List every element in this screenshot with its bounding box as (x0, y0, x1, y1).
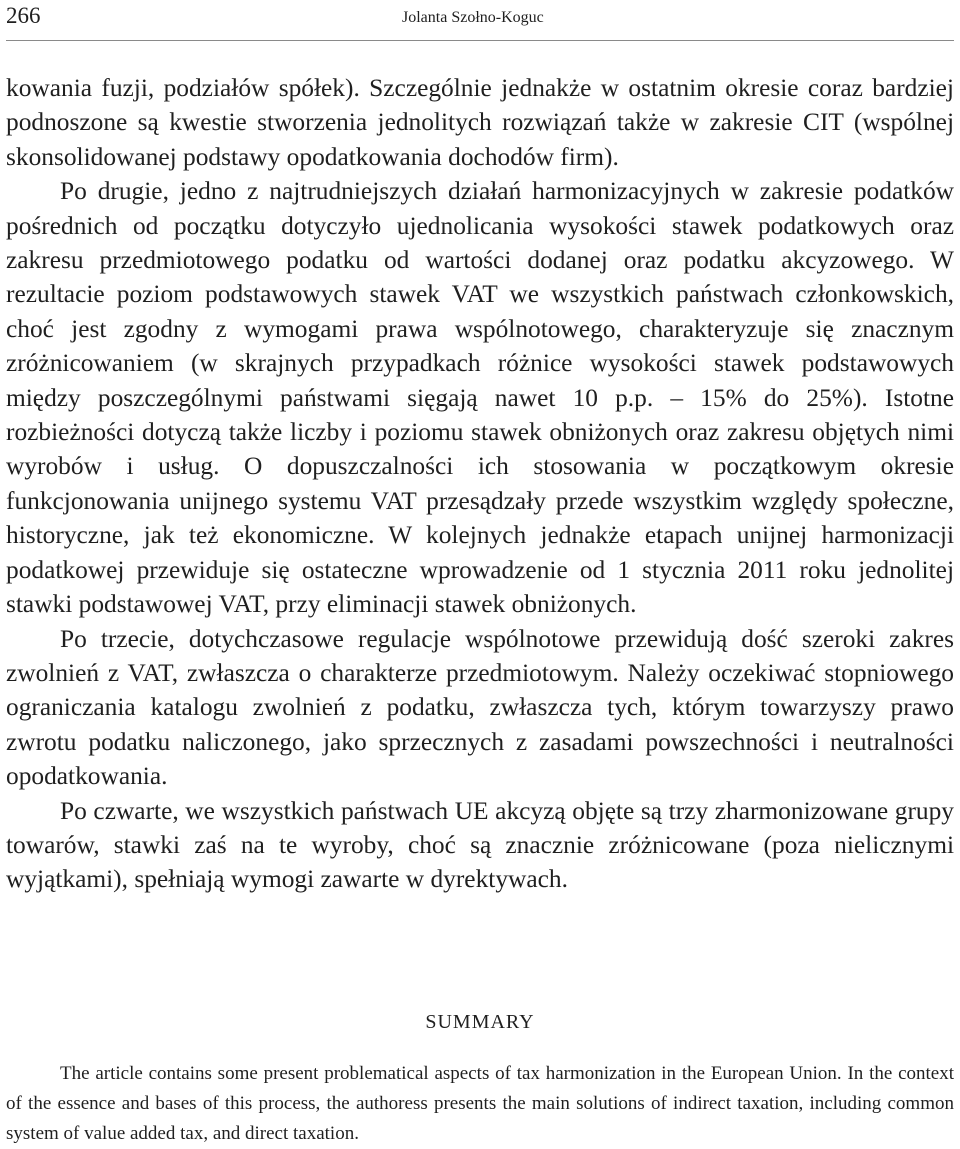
summary-text: The article contains some present problematical aspects of tax harmonization in the European Union. In the context of the essence and bases of this process, the authoress presents the main solutions of indirect taxation, including common system of value added tax, and direct taxation. (6, 1063, 954, 1144)
paragraph-third-point: Po trzecie, dotychczasowe regulacje wspólnotowe przewidują dość szeroki zakres zwolnień z VAT, zwłaszcza o charakterze przedmiotowym. Należy oczekiwać stopniowego ograniczania katalogu zwolnień z podatku, zwłaszcza tych, którym towarzyszy prawo zwrotu podatku naliczonego, jako sprzecznych z zasadami powszechności i neutralności opodatkowania. (6, 624, 954, 791)
paragraph-fourth-point: Po czwarte, we wszystkich państwach UE akcyzą objęte są trzy zharmonizowane grupy towarów, stawki zaś na te wyroby, choć są znacznie zróżnicowane (poza nielicznymi wyjątkami), spełniają wymogi zawarte w dyrektywach. (6, 796, 954, 894)
summary-heading: SUMMARY (425, 1011, 535, 1033)
running-head-author: Jolanta Szołno-Koguc (402, 9, 544, 26)
page-header (6, 0, 954, 41)
paragraph-second-point: Po drugie, jedno z najtrudniejszych działań harmonizacyjnych w zakresie podatków pośrednich od początku dotyczyło ujednolicania wysokości stawek podatkowych oraz zakresu przedmiotowego podatku od wartości dodanej oraz podatku akcyzowego. W rezultacie poziom podstawowych stawek VAT we wszystkich państwach członkowskich, choć jest zgodny z wymogami prawa wspólnotowego, charakteryzuje się znacznym zróżnicowaniem (w skrajnych przypadkach różnice wysokości stawek podstawowych między poszczególnymi państwami sięgają nawet 10 p.p. – 15% do 25%). Istotne rozbieżności dotyczą także liczby i poziomu stawek obniżonych oraz zakresu objętych nimi wyrobów i usług. O dopuszczalności ich stosowania w początkowym okresie funkcjonowania unijnego systemu VAT przesądzały przede wszystkim względy społeczne, historyczne, jak też ekonomiczne. W kolejnych jednakże etapach unijnej harmonizacji podatkowej przewiduje się ostateczne wprowadzenie od 1 stycznia 2011 roku jednolitej stawki podstawowej VAT, przy eliminacji stawek obniżonych. (6, 177, 954, 619)
body-text (6, 71, 954, 897)
page-number: 266 (6, 3, 41, 28)
paragraph-continued: kowania fuzji, podziałów spółek). Szczególnie jednakże w ostatnim okresie coraz bardziej podnoszone są kwestie stworzenia jednolitych rozwiązań także w zakresie CIT (wspólnej skonsolidowanej podstawy opodatkowania dochodów firm). (6, 74, 954, 171)
